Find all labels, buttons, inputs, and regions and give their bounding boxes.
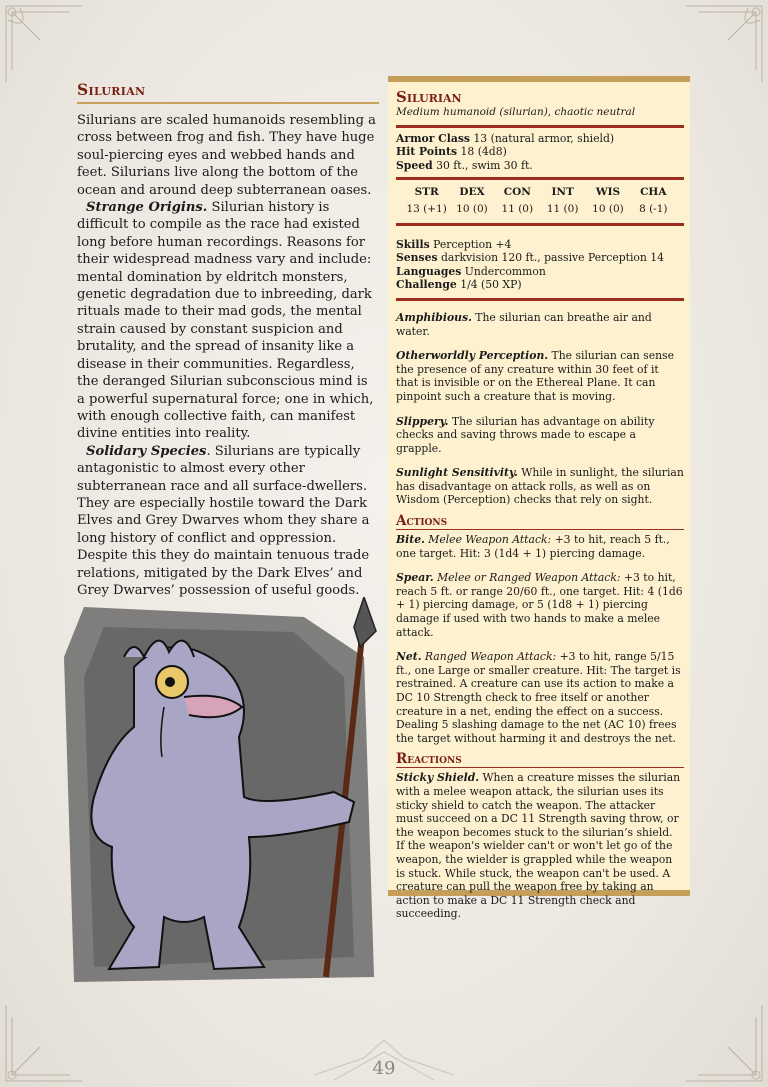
ornament-corner-icon <box>678 0 768 90</box>
ability-scores <box>396 186 684 216</box>
ornament-corner-icon <box>0 997 90 1087</box>
divider <box>396 223 684 226</box>
lore-paragraph: Strange Origins. Silurian history is difficult to compile as the race had existed long before human recordings. Reasons for their widespread madness vary and include: mental domination by eldritch monsters, genetic degradation due to inbreeding, dark rituals made to their mad gods, the mental strain caused by constant suspicion and brutality, and the spread of insanity like a disease in their communities. Regardless, the deranged Silurian subconscious mind is a powerful supernatural force; one in which, with enough collective faith, can manifest divine entities into reality. <box>77 200 374 442</box>
stat-block <box>388 76 690 921</box>
skills: Skills Perception +4 <box>396 237 512 251</box>
ability-str: STR 13 (+1) <box>406 186 447 215</box>
paragraph-heading: Solidary Species <box>86 443 207 459</box>
trait-otherworldly-perception: Otherworldly Perception. The silurian can sense the presence of any creature within 30 feet of it that is invisible or on the Ethereal Plane. It can pinpoint such a creature that is moving. <box>396 349 674 403</box>
ability-con: CON 11 (0) <box>501 186 534 215</box>
languages: Languages Undercommon <box>396 264 546 278</box>
senses: Senses darkvision 120 ft., passive Perception 14 <box>396 251 665 265</box>
armor-class: Armor Class 13 (natural armor, shield) <box>396 131 615 145</box>
divider <box>396 298 684 301</box>
ornament-corner-icon <box>678 997 768 1087</box>
ornament-corner-icon <box>0 0 90 90</box>
stat-block-top-bar <box>388 76 690 82</box>
paragraph-heading: Strange Origins. <box>86 200 208 216</box>
section-title: Silurian <box>77 80 379 104</box>
silurian-creature-illustration <box>64 597 380 989</box>
action-spear: Spear. Melee or Ranged Weapon Attack: +3 to hit, reach 5 ft. or range 20/60 ft., one target. Hit: 4 (1d6 + 1) piercing damage, or 5 (1d8 + 1) piercing damage if used with two hands to make a melee attack. <box>396 571 683 639</box>
ability-cha: CHA 8 (-1) <box>639 186 668 215</box>
ability-dex: DEX 10 (0) <box>456 186 488 215</box>
reaction-sticky-shield: Sticky Shield. When a creature misses the silurian with a melee weapon attack, the silurian uses its sticky shield to catch the weapon. The attacker must succeed on a DC 11 Strength saving throw, or the weapon becomes stuck to the silurian’s shield. If the weapon's wielder can't or won't let go of the weapon, the wielder is grappled while the weapon is stuck. While stuck, the weapon can't be used. A creature can pull the weapon free by taking an action to make a DC 11 Strength check and succeeding. <box>396 771 681 921</box>
challenge: Challenge 1/4 (50 XP) <box>396 278 522 292</box>
divider <box>396 125 684 128</box>
ability-int: INT 11 (0) <box>546 186 579 215</box>
trait-amphibious: Amphibious. The silurian can breathe air and water. <box>396 310 652 338</box>
divider <box>396 177 684 180</box>
lore-paragraph: Solidary Species. Silurians are typically antagonistic to almost every other subterranean race and all surface-dwellers. They are especially hostile toward the Dark Elves and Grey Dwarves whom they share a long history of conflict and oppression. Despite this they do maintain tenuous trade relations, mitigated by the Dark Elves’ and Grey Dwarves’ possession of useful goods. <box>77 443 370 598</box>
trait-slippery: Slippery. The silurian has advantage on ability checks and saving throws made to escape a grapple. <box>396 414 655 455</box>
hit-points: Hit Points 18 (4d8) <box>396 145 507 159</box>
intro-paragraph: Silurians are scaled humanoids resembling a cross between frog and fish. They have huge soul-piercing eyes and webbed hands and feet. Silurians live along the bottom of the ocean and around deep subterranean oases. <box>77 113 376 198</box>
monster-type: Medium humanoid (silurian), chaotic neutral <box>396 106 636 118</box>
speed: Speed 30 ft., swim 30 ft. <box>396 158 533 172</box>
trait-sunlight-sensitivity: Sunlight Sensitivity. While in sunlight, the silurian has disadvantage on attack rolls, as well as on Wisdom (Perception) checks that rely on sight. <box>396 466 684 507</box>
action-bite: Bite. Melee Weapon Attack: +3 to hit, reach 5 ft., one target. Hit: 3 (1d4 + 1) piercing damage. <box>396 533 670 560</box>
reactions-heading: Reactions <box>396 751 684 768</box>
actions-heading: Actions <box>396 513 684 530</box>
monster-name: Silurian <box>396 88 462 106</box>
ability-wis: WIS 10 (0) <box>592 186 624 215</box>
action-net: Net. Ranged Weapon Attack: +3 to hit, range 5/15 ft., one Large or smaller creature. Hit: The target is restrained. A creature can use its action to make a DC 10 Strength check to free itself or another creature in a net, ending the effect on a success. Dealing 5 slashing damage to the net (AC 10) frees the target without harming it and destroys the net. <box>396 650 681 745</box>
lore-column <box>77 80 379 599</box>
page-number: 49 <box>372 1058 396 1079</box>
